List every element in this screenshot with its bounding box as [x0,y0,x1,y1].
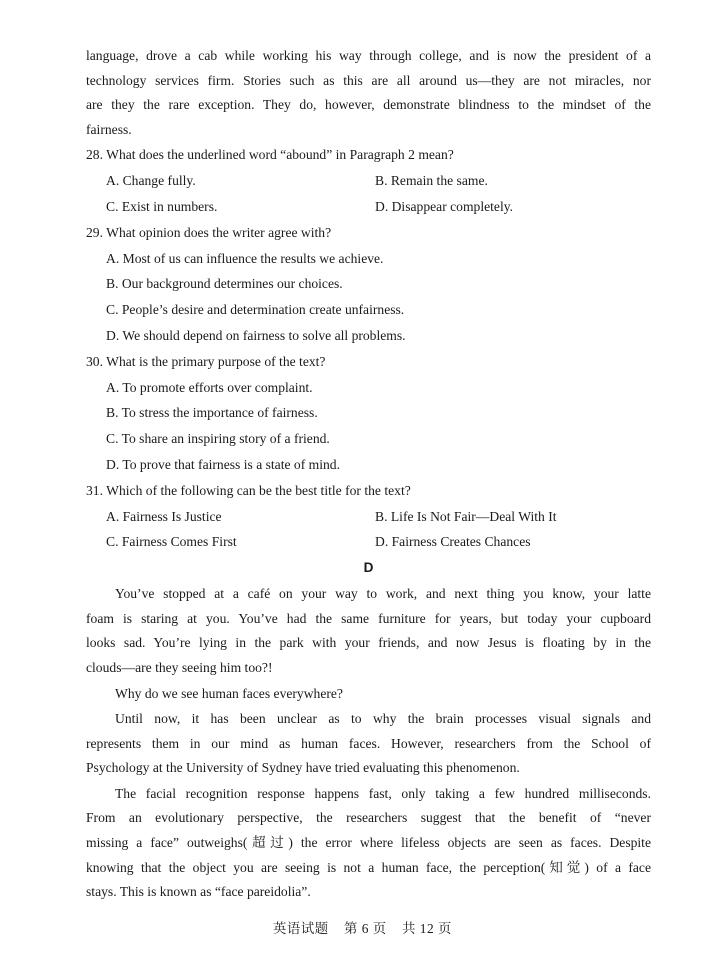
text-line: Psychology at the University of Sydney have tried evaluating this phenomenon. [86,760,520,776]
text-line: You’ve stopped at a café on your way to work, and next thing you know, your latte [115,586,651,602]
text-line: stays. This is known as “face pareidolia”. [86,884,311,900]
option-d: D. To prove that fairness is a state of mind. [106,456,340,472]
text-line: are they the rare exception. They do, however, demonstrate blindness to the mindset of the [86,97,651,113]
text-line: technology services firm. Stories such as this are all around us—they are not miracles, nor [86,72,651,88]
option-b: B. Remain the same. [375,173,488,189]
text-line: Until now, it has been unclear as to why the brain processes visual signals and [115,711,651,727]
text-line: missing a face” outweighs(超过) the error where lifeless objects are seen as faces. Despite [86,835,651,851]
question-stem: 30. What is the primary purpose of the text? [86,353,326,369]
passage-d-paragraph-1 [86,582,651,680]
passage-d-paragraph-4 [86,782,651,905]
question-28 [86,142,651,219]
option-row [86,529,651,555]
passage-d-paragraph-3 [86,707,651,781]
text-line: looks sad. You’re lying in the park with your friends, and now Jesus is floating by in the [86,635,651,651]
question-30 [86,349,651,478]
option-b: B. Our background determines our choices. [106,276,343,292]
option-a: A. Change fully. [106,173,196,189]
question-stem: 29. What opinion does the writer agree with? [86,224,332,240]
question-31 [86,478,651,555]
section-title: D [363,560,374,576]
text-line: fairness. [86,121,132,137]
option-c: C. Exist in numbers. [106,198,218,214]
option-d: D. We should depend on fairness to solve all problems. [106,327,406,343]
question-stem: 31. Which of the following can be the best title for the text? [86,482,411,498]
option-a: A. Fairness Is Justice [106,508,222,524]
option-row [86,168,651,194]
exam-page [86,44,651,905]
option-row [86,194,651,220]
option-c: C. Fairness Comes First [106,534,237,550]
text-line: From an evolutionary perspective, the researchers suggest that the benefit of “never [86,810,651,826]
text-line: clouds—are they seeing him too?! [86,659,273,675]
option-a: A. Most of us can influence the results we achieve. [106,250,384,266]
option-a: A. To promote efforts over complaint. [106,379,313,395]
question-stem: 28. What does the underlined word “abound” in Paragraph 2 mean? [86,147,454,163]
question-29 [86,220,651,349]
text-line: The facial recognition response happens fast, only taking a few hundred milliseconds. [115,785,651,801]
text-line: language, drove a cab while working his way through college, and is now the president of a [86,48,651,63]
text-line: represents them in our mind as human faces. However, researchers from the School of [86,735,651,751]
text-line: knowing that the object you are seeing is not a human face, the perception(知觉) of a face [86,859,651,875]
option-d: D. Disappear completely. [375,198,514,214]
option-c: C. People’s desire and determination create unfairness. [106,302,405,318]
option-c: C. To share an inspiring story of a friend. [106,431,330,447]
option-row [86,504,651,530]
intro-paragraph [86,44,651,142]
text-line: foam is staring at you. You’ve had the same furniture for years, but today your cupboard [86,610,651,626]
option-b: B. To stress the importance of fairness. [106,405,318,421]
option-d: D. Fairness Creates Chances [375,534,531,550]
option-b: B. Life Is Not Fair—Deal With It [375,508,557,524]
passage-d-paragraph-2 [86,682,651,707]
text-line: Why do we see human faces everywhere? [115,685,343,701]
page-footer: 英语试题 第 6 页 共 12 页 [273,921,452,936]
